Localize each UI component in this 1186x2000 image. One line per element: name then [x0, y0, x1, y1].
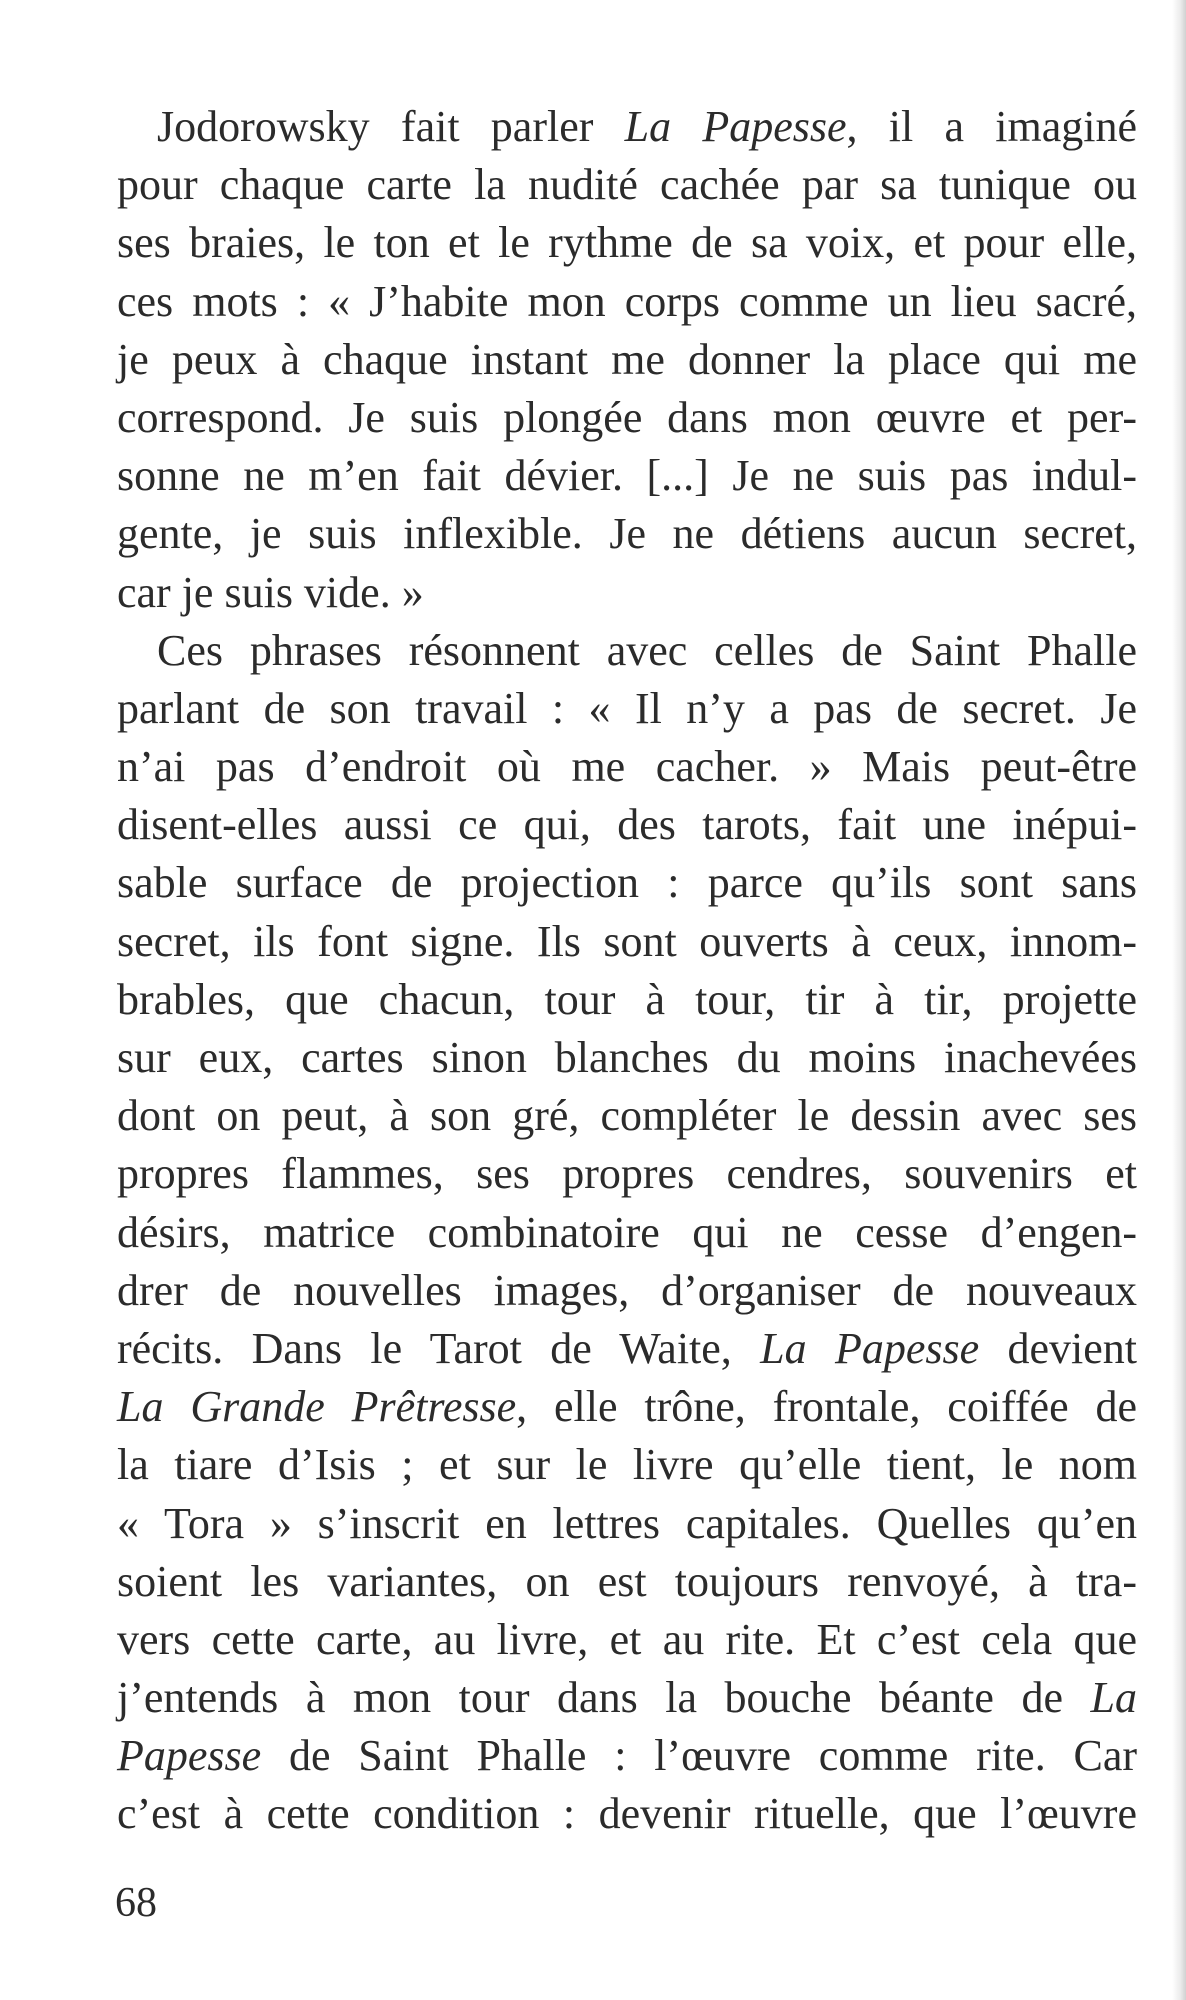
text-run: , il a imaginé [846, 102, 1137, 151]
text-run: car je suis vide. » [117, 567, 424, 617]
text-line [117, 1320, 1137, 1378]
text-run: brables, que chacun, tour à tour, tir à tir, projette [117, 974, 1137, 1024]
text-run: propres flammes, ses propres cendres, souvenirs et [117, 1149, 1137, 1199]
text-run: , elle trône, frontale, coiffée de [516, 1382, 1137, 1432]
text-run: parlant de son travail : « Il n’y a pas de secret. Je [117, 683, 1137, 733]
text-line [117, 1378, 1137, 1436]
italic-title: La [1090, 1673, 1137, 1723]
text-line [117, 214, 1137, 272]
text-run: sonne ne m’en fait dévier. [...] Je ne suis pas indul- [117, 451, 1137, 501]
italic-title: La Papesse [624, 102, 847, 151]
text-run: vers cette carte, au livre, et au rite. Et c’est cela que [117, 1614, 1137, 1664]
text-run: récits. Dans le Tarot de Waite, [117, 1323, 761, 1373]
text-line [117, 913, 1137, 971]
text-run: drer de nouvelles images, d’organiser de nouveaux [117, 1265, 1137, 1315]
text-line [117, 98, 1137, 156]
text-line [117, 505, 1137, 563]
text-run: Jodorowsky fait parler [157, 102, 625, 151]
text-line [117, 680, 1137, 738]
text-run: sur eux, cartes sinon blanches du moins inachevées [117, 1033, 1137, 1082]
text-line [117, 1553, 1137, 1611]
text-run: devient [979, 1323, 1137, 1373]
text-run: « Tora » s’inscrit en lettres capitales. Quelles qu’en [117, 1498, 1137, 1548]
text-run: soient les variantes, on est toujours renvoyé, à tra- [117, 1556, 1137, 1606]
text-line [117, 1145, 1137, 1203]
italic-title: La Grande Prêtresse [117, 1382, 517, 1432]
text-line [117, 854, 1137, 912]
text-run: Ces phrases résonnent avec celles de Saint Phalle [157, 625, 1137, 675]
text-run: correspond. Je suis plongée dans mon œuvre et per- [117, 392, 1137, 442]
text-run: ces mots : « J’habite mon corps comme un lieu sacré, [117, 276, 1137, 326]
text-line [117, 796, 1137, 854]
text-line [117, 156, 1137, 214]
text-line [117, 331, 1137, 389]
text-line [117, 564, 1137, 622]
text-line [117, 971, 1137, 1029]
text-run: c’est à cette condition : devenir rituelle, que l’œuvre [117, 1789, 1137, 1839]
text-line [117, 1727, 1137, 1785]
text-line [117, 447, 1137, 505]
italic-title: Papesse [117, 1731, 262, 1781]
text-line [117, 1611, 1137, 1669]
text-run: je peux à chaque instant me donner la place qui me [117, 334, 1137, 384]
text-run: j’entends à mon tour dans la bouche béante de [117, 1673, 1091, 1723]
text-run: disent-elles aussi ce qui, des tarots, fait une inépui- [117, 800, 1137, 850]
page-edge-shadow [1172, 0, 1186, 2000]
text-run: secret, ils font signe. Ils sont ouverts à ceux, innom- [117, 916, 1137, 966]
text-line [117, 738, 1137, 796]
text-line [117, 1436, 1137, 1494]
text-line [117, 622, 1137, 680]
text-run: sable surface de projection : parce qu’ils sont sans [117, 858, 1137, 908]
body-text [117, 98, 1137, 1844]
text-line [117, 1495, 1137, 1553]
text-run: n’ai pas d’endroit où me cacher. » Mais peut-être [117, 742, 1137, 792]
text-line [117, 1029, 1137, 1087]
text-line [117, 1785, 1137, 1843]
text-line [117, 1262, 1137, 1320]
text-line [117, 1204, 1137, 1262]
italic-title: La Papesse [760, 1323, 980, 1373]
text-line [117, 273, 1137, 331]
text-run: désirs, matrice combinatoire qui ne cesse d’engen- [117, 1207, 1137, 1257]
text-run: dont on peut, à son gré, compléter le dessin avec ses [117, 1091, 1137, 1141]
text-run: la tiare d’Isis ; et sur le livre qu’elle tient, le nom [117, 1440, 1137, 1490]
text-line [117, 1669, 1137, 1727]
text-line [117, 1087, 1137, 1145]
text-line [117, 389, 1137, 447]
text-run: pour chaque carte la nudité cachée par sa tunique ou [117, 160, 1137, 210]
text-run: ses braies, le ton et le rythme de sa voix, et pour elle, [117, 218, 1137, 268]
text-run: de Saint Phalle : l’œuvre comme rite. Car [261, 1731, 1137, 1781]
text-run: gente, je suis inflexible. Je ne détiens aucun secret, [117, 509, 1137, 559]
page-number: 68 [115, 1880, 157, 1926]
